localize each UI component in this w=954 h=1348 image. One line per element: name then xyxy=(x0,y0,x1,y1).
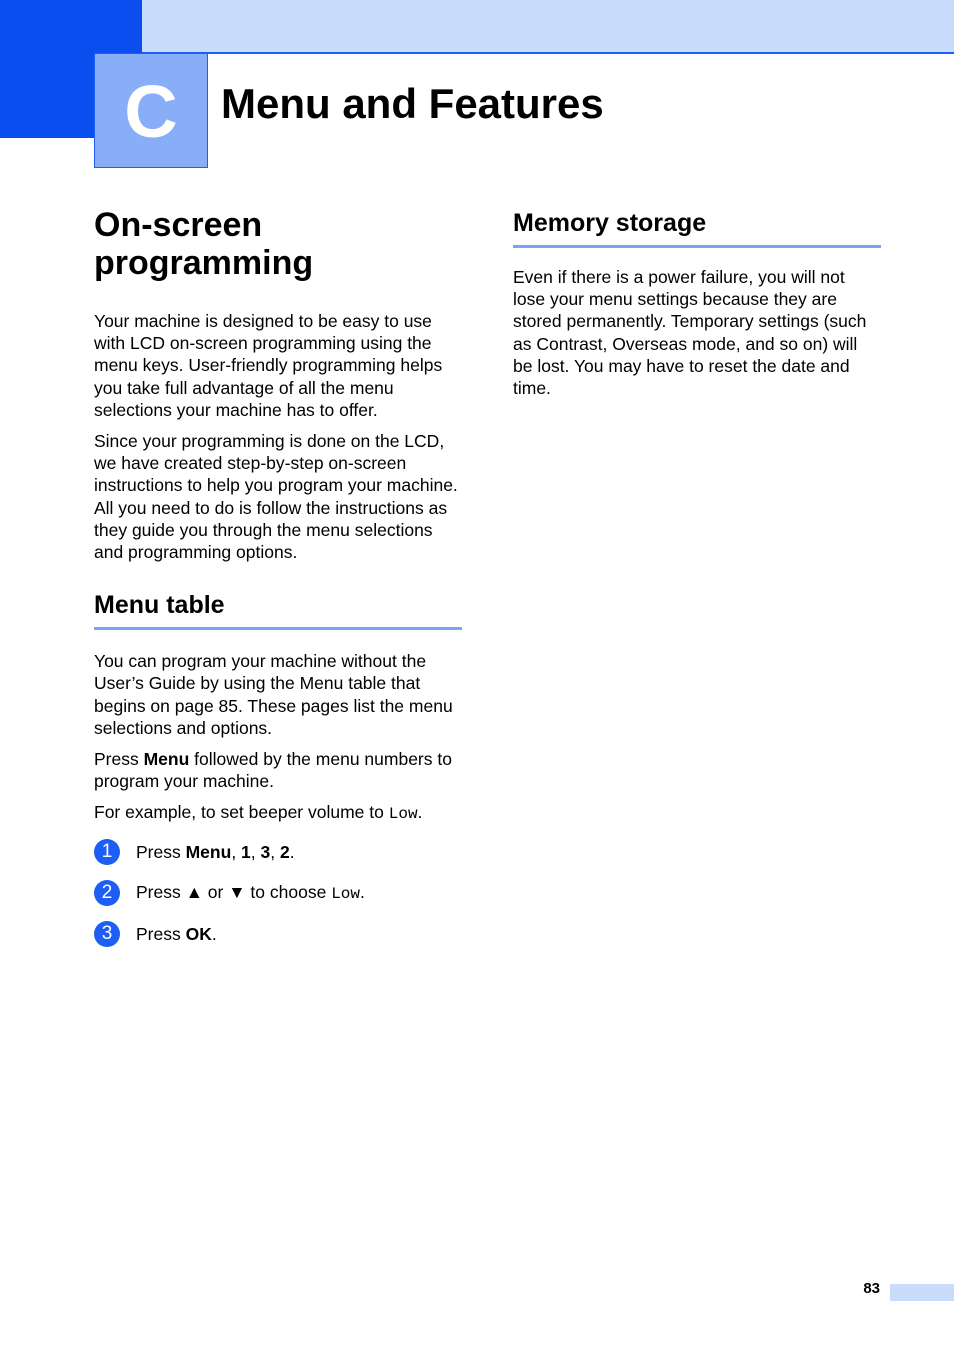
step-number-icon: 3 xyxy=(94,921,120,947)
step-text: Press ▲ or ▼ to choose Low. xyxy=(136,882,365,904)
memory-storage-heading: Memory storage xyxy=(513,207,881,248)
down-arrow-icon: ▼ xyxy=(228,882,246,903)
step-item xyxy=(94,879,462,908)
left-column xyxy=(94,206,462,961)
chapter-letter: C xyxy=(94,53,208,168)
intro-paragraph-2: Since your programming is done on the LCD, we have created step-by-step on-screen instructions to help you program your machine. All you need to do is follow the instructions as they guide you through the menu selections and programming options. xyxy=(94,431,458,563)
menu-table-heading: Menu table xyxy=(94,589,462,630)
chapter-title: Menu and Features xyxy=(221,80,604,127)
menu-table-paragraph-3: For example, to set beeper volume to Low. xyxy=(94,802,423,824)
menu-table-paragraph-2: Press Menu followed by the menu numbers to program your machine. xyxy=(94,749,452,792)
memory-storage-paragraph: Even if there is a power failure, you will not lose your menu settings because they are stored permanently. Temporary settings (such as Contrast, Overseas mode, and so on) will be lost. You may have to reset the date and time. xyxy=(513,267,867,399)
page-tab xyxy=(890,1284,954,1301)
step-item xyxy=(94,838,462,867)
step-number-icon: 1 xyxy=(94,839,120,865)
menu-table-section xyxy=(94,589,462,948)
menu-key-name: Menu xyxy=(143,749,190,770)
step-number-icon: 2 xyxy=(94,880,120,906)
lcd-value: Low xyxy=(331,885,360,904)
up-arrow-icon: ▲ xyxy=(185,882,203,903)
menu-table-paragraph-1: You can program your machine without the User’s Guide by using the Menu table that begins on page 85. These pages list the menu selections and options. xyxy=(94,651,453,738)
step-text: Press Menu, 1, 3, 2. xyxy=(136,842,295,863)
header-band xyxy=(142,0,954,52)
header-rule xyxy=(142,52,954,54)
page-number: 83 xyxy=(863,1280,880,1297)
step-text: Press OK. xyxy=(136,924,217,945)
lcd-value: Low xyxy=(388,805,418,824)
steps-list xyxy=(94,838,462,949)
right-column xyxy=(513,207,881,408)
section-title: On-screen programming xyxy=(94,206,314,282)
step-item xyxy=(94,920,462,949)
intro-paragraph-1: Your machine is designed to be easy to use with LCD on-screen programming using the menu keys. User-friendly programming helps you take full advantage of all the menu selections your machine has to offer. xyxy=(94,311,443,420)
